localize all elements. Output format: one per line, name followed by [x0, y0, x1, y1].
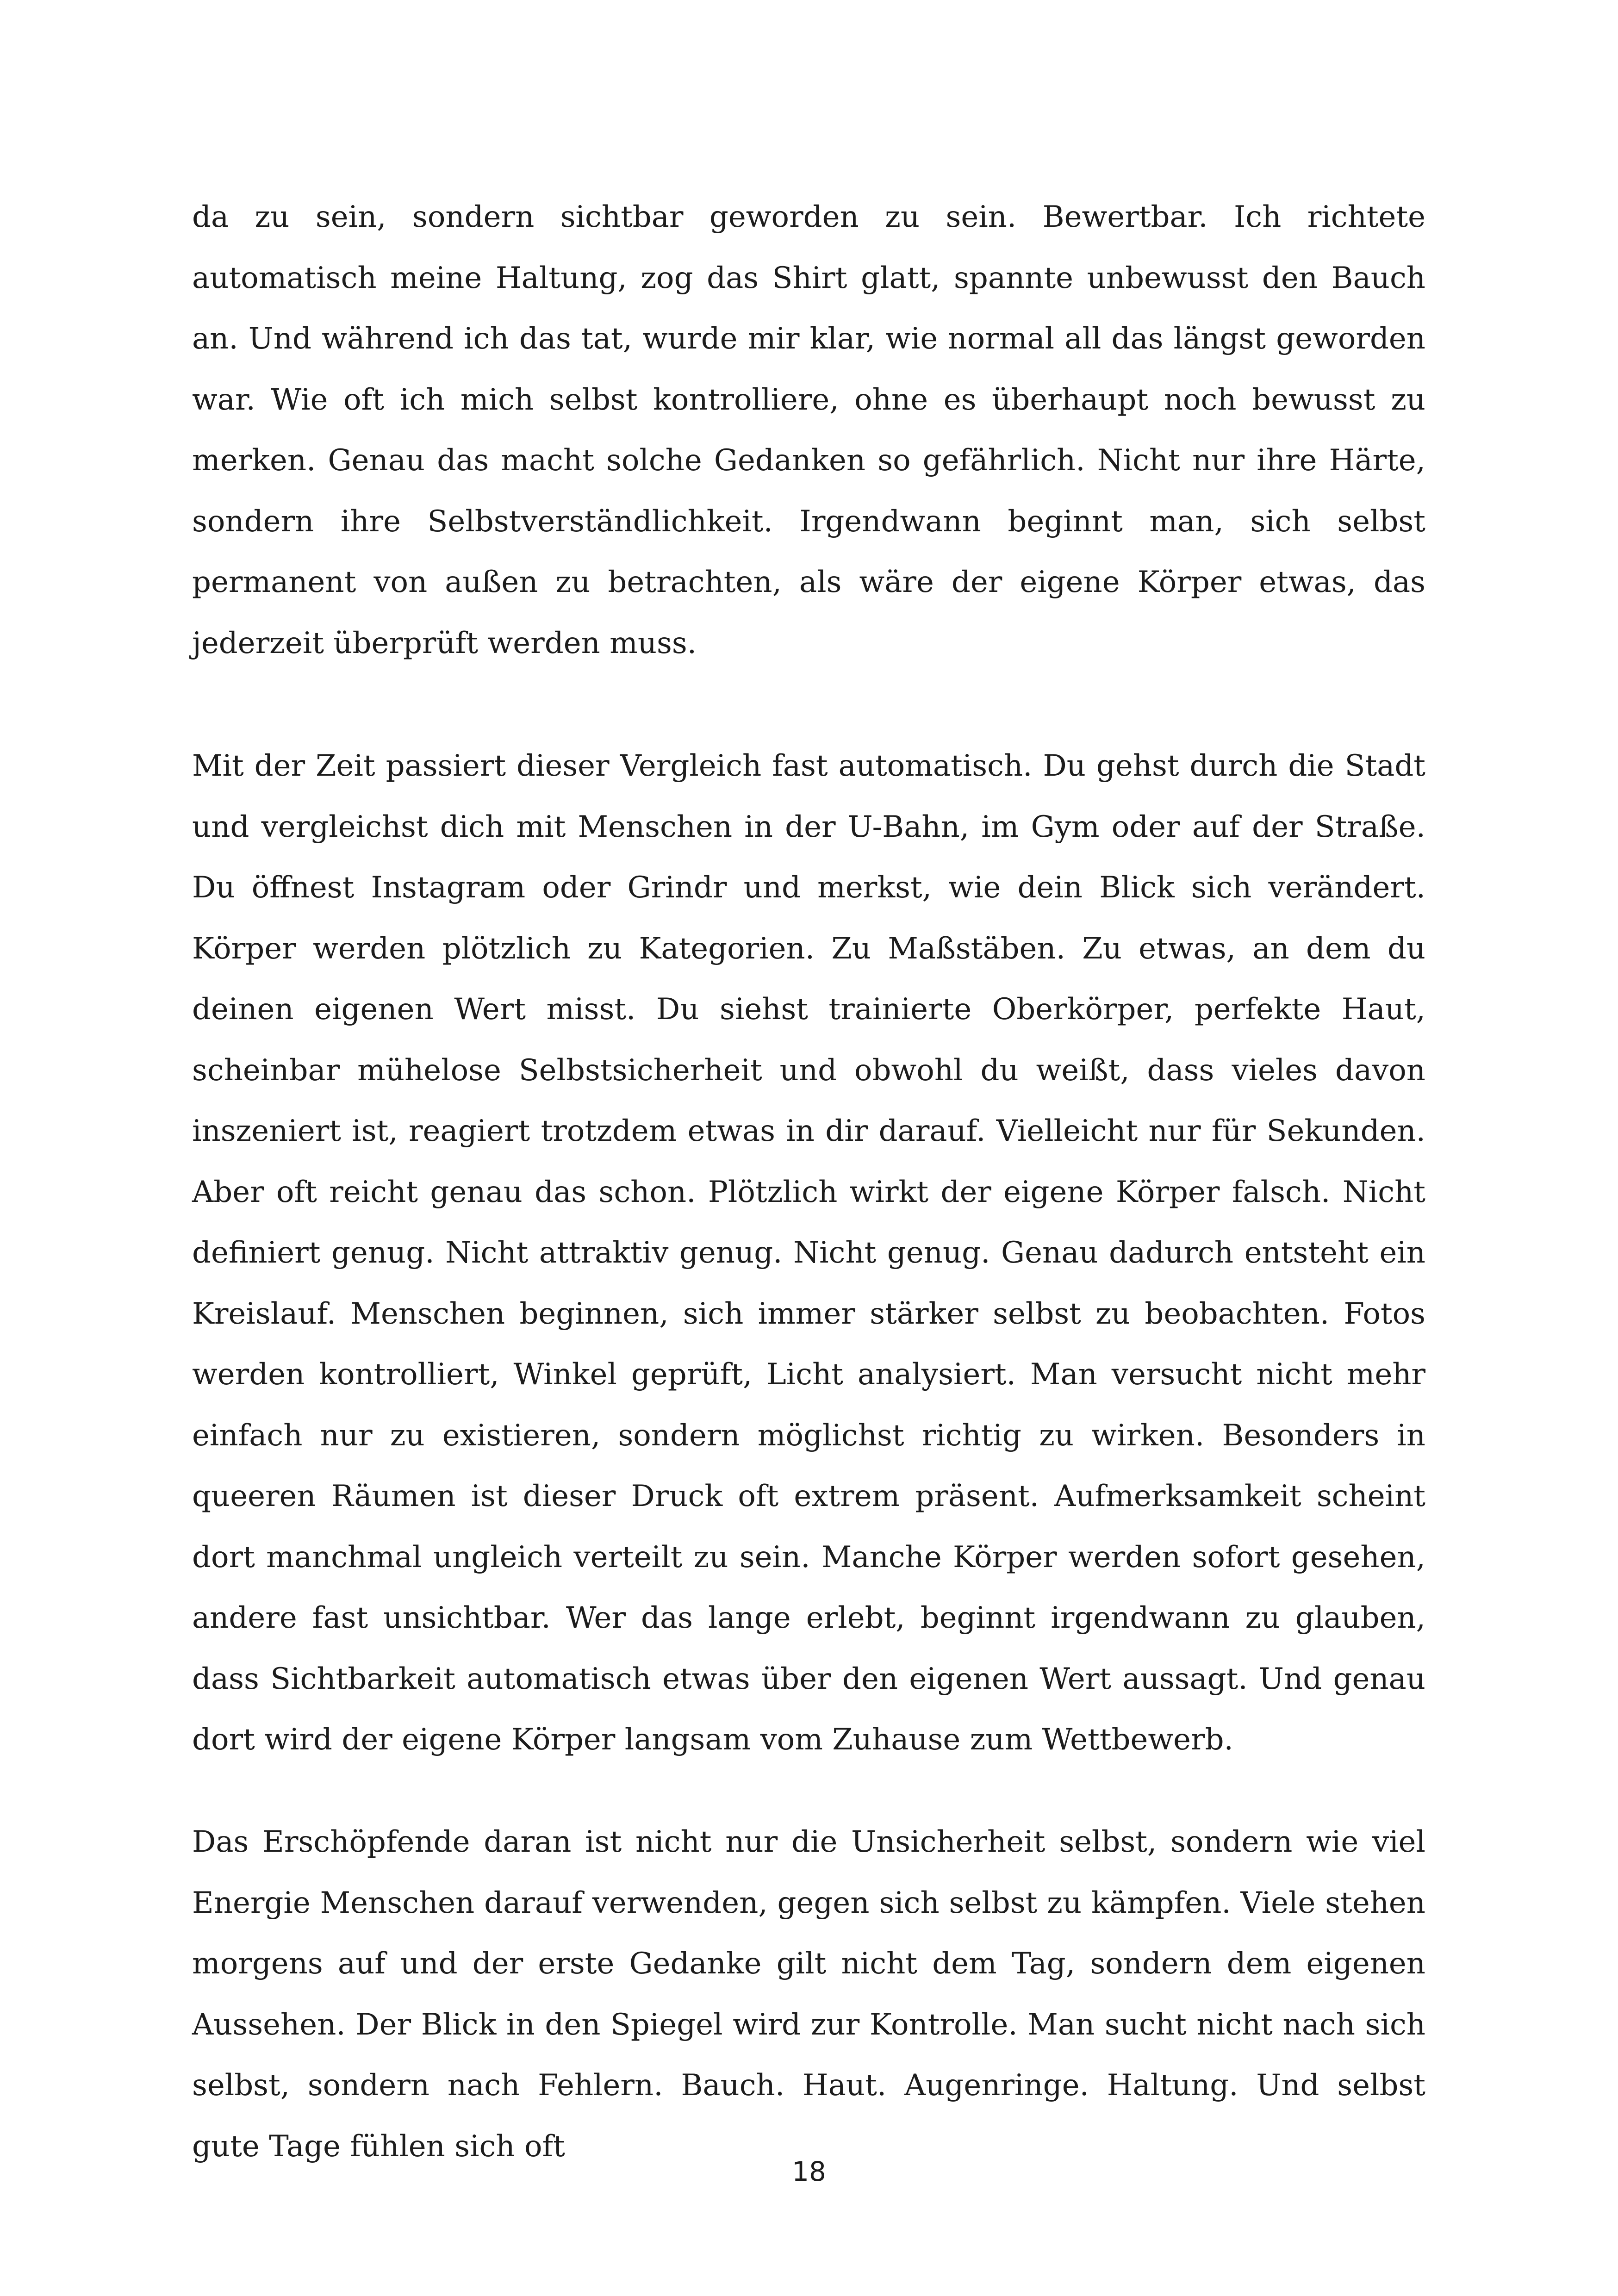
paragraph: Das Erschöpfende daran ist nicht nur die Unsicherheit selbst, sondern wie viel Energie Menschen darauf verwenden, gegen sich selbst zu kämpfen. Viele stehen morgens auf und der erste Gedanke gilt nicht dem Tag, sondern dem eigenen Aussehen. Der Blick in den Spiegel wird zur Kontrolle. Man sucht nicht nach sich selbst, sondern nach Fehlern. Bauch. Haut. Augenringe. Haltung. Und selbst gute Tage fühlen sich oft — [192, 1825, 1425, 2164]
paragraph: da zu sein, sondern sichtbar geworden zu sein. Bewertbar. Ich richtete automatisch meine Haltung, zog das Shirt glatt, spannte unbewusst den Bauch an. Und während ich das tat, wurde mir klar, wie normal all das längst geworden war. Wie oft ich mich selbst kontrolliere, ohne es überhaupt noch bewusst zu merken. Genau das macht solche Gedanken so gefährlich. Nicht nur ihre Härte, sondern ihre Selbstverständlichkeit. Irgendwann beginnt man, sich selbst permanent von außen zu betrachten, als wäre der eigene Körper etwas, das jederzeit überprüft werden muss. — [192, 200, 1425, 660]
page-number: 18 — [792, 2156, 826, 2187]
paragraph: Mit der Zeit passiert dieser Vergleich fast automatisch. Du gehst durch die Stadt und vergleichst dich mit Menschen in der U-Bahn, im Gym oder auf der Straße. Du öffnest Instagram oder Grindr und merkst, wie dein Blick sich verändert. Körper werden plötzlich zu Kategorien. Zu Maßstäben. Zu etwas, an dem du deinen eigenen Wert misst. Du siehst trainierte Oberkörper, perfekte Haut, scheinbar mühelose Selbstsicherheit und obwohl du weißt, dass vieles davon inszeniert ist, reagiert trotzdem etwas in dir darauf. Vielleicht nur für Sekunden. Aber oft reicht genau das schon. Plötzlich wirkt der eigene Körper falsch. Nicht definiert genug. Nicht attraktiv genug. Nicht genug. Genau dadurch entsteht ein Kreislauf. Menschen beginnen, sich immer stärker selbst zu beobachten. Fotos werden kontrolliert, Winkel geprüft, Licht analysiert. Man versucht nicht mehr einfach nur zu existieren, sondern möglichst richtig zu wirken. Besonders in queeren Räumen ist dieser Druck oft extrem präsent. Aufmerksamkeit scheint dort manchmal ungleich verteilt zu sein. Manche Körper werden sofort gesehen, andere fast unsichtbar. Wer das lange erlebt, beginnt irgendwann zu glauben, dass Sichtbarkeit automatisch etwas über den eigenen Wert aussagt. Und genau dort wird der eigene Körper langsam vom Zuhause zum Wettbewerb. — [192, 749, 1425, 1757]
